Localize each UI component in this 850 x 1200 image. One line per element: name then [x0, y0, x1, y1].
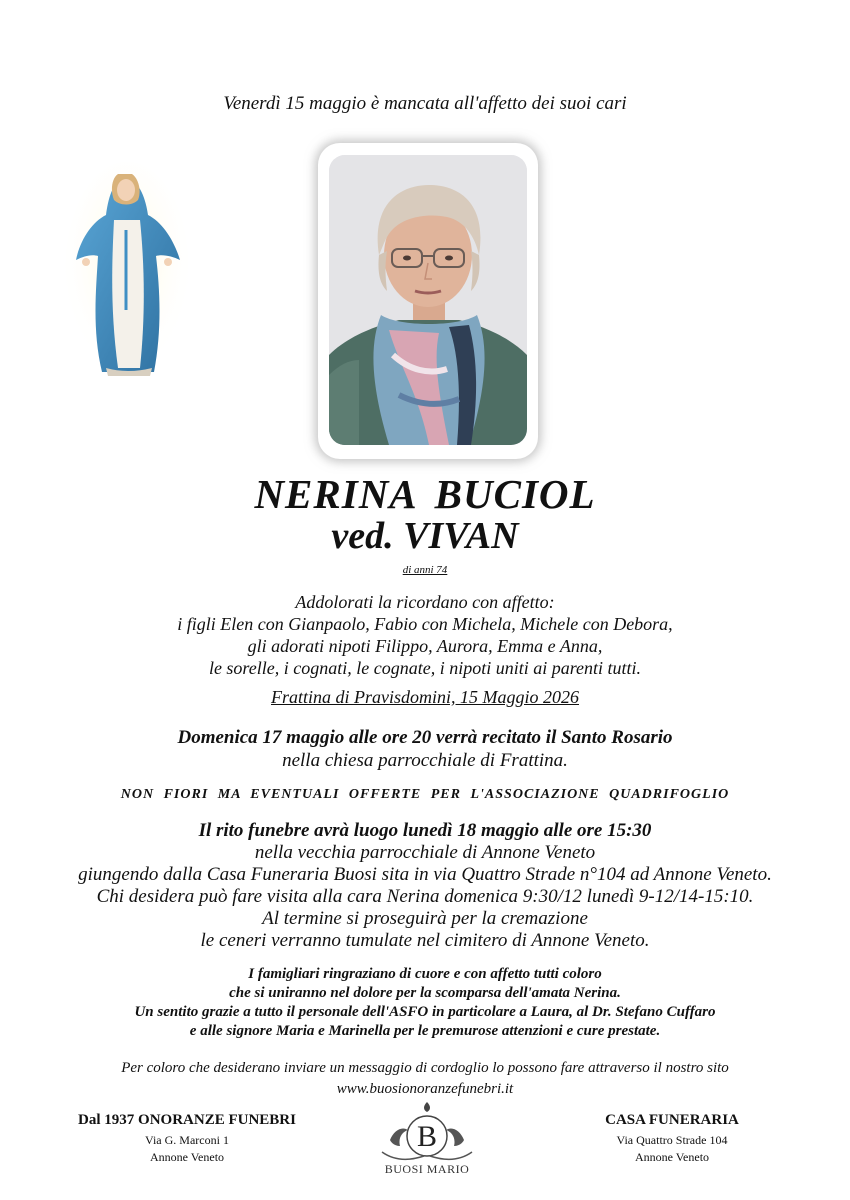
place-date	[0, 687, 850, 708]
footer-right-city: Annone Veneto	[634, 1150, 710, 1164]
age-text: di anni 74	[402, 564, 448, 576]
mourners-line: le sorelle, i cognati, le cognate, i nipoti uniti ai parenti tutti.	[208, 658, 642, 678]
footer-funeral-house	[572, 1112, 772, 1166]
thanks-line: I famigliari ringraziano di cuore e con affetto tutti coloro	[248, 966, 602, 982]
buosi-logo	[372, 1100, 482, 1182]
mourners-line: gli adorati nipoti Filippo, Aurora, Emma e Anna,	[247, 636, 603, 656]
rosary-line-1: Domenica 17 maggio alle ore 20 verrà recitato il Santo Rosario	[177, 727, 673, 748]
thanks-line: e alle signore Maria e Marinella per le premurose attenzioni e cure prestate.	[189, 1023, 661, 1039]
thanks-block	[0, 965, 850, 1041]
logo-letter: B	[416, 1120, 438, 1153]
footer-left-address: Via G. Marconi 1	[145, 1133, 229, 1147]
deceased-name: NERINA BUCIOL	[254, 471, 596, 517]
funeral-details	[0, 842, 850, 952]
married-name: ved. VIVAN	[331, 515, 519, 557]
portrait-frame	[318, 143, 538, 459]
footer-left-title: Dal 1937 ONORANZE FUNEBRI	[78, 1112, 296, 1128]
logo-emblem-icon	[372, 1100, 482, 1164]
website-link[interactable]: www.buosionoranzefunebri.it	[336, 1081, 514, 1097]
funeral-detail-line: le ceneri verranno tumulate nel cimitero di Annone Veneto.	[200, 930, 650, 951]
deceased-portrait	[329, 155, 527, 445]
funeral-detail-line: Al termine si proseguirà per la cremazione	[262, 908, 588, 929]
funeral-detail-line: giungendo dalla Casa Funeraria Buosi sita in via Quattro Strade n°104 ad Annone Veneto.	[78, 864, 772, 885]
funeral-detail-line: Chi desidera può fare visita alla cara Nerina domenica 9:30/12 lunedì 9-12/14-15:10.	[96, 886, 754, 907]
madonna-icon	[62, 160, 192, 380]
no-flowers-notice: NON FIORI MA EVENTUALI OFFERTE PER L'ASSOCIAZIONE QUADRIFOGLIO	[120, 787, 730, 802]
age-label	[0, 564, 850, 576]
thanks-line: Un sentito grazie a tutto il personale dell'ASFO in particolare a Laura, al Dr. Stefano Cuffaro	[134, 1004, 716, 1020]
mourners-line: Addolorati la ricordano con affetto:	[295, 592, 555, 612]
condolence-message	[0, 1058, 850, 1100]
thanks-line: che si uniranno nel dolore per la scomparsa dell'amata Nerina.	[229, 985, 621, 1001]
funeral-line-1: Il rito funebre avrà luogo lunedì 18 maggio alle ore 15:30	[198, 820, 652, 841]
mourners-block	[0, 591, 850, 679]
logo-text: BUOSI MARIO	[384, 1162, 470, 1176]
footer-left-city: Annone Veneto	[149, 1150, 225, 1164]
footer-right-title: CASA FUNERARIA	[605, 1112, 739, 1128]
footer-funeral-home	[62, 1112, 312, 1166]
mourners-line: i figli Elen con Gianpaolo, Fabio con Michela, Michele con Debora,	[177, 614, 673, 634]
rosary-line-2: nella chiesa parrocchiale di Frattina.	[282, 750, 568, 771]
footer-right-address: Via Quattro Strade 104	[616, 1133, 728, 1147]
intro-text: Venerdì 15 maggio è mancata all'affetto dei suoi cari	[223, 93, 627, 114]
place-date-text: Frattina di Pravisdomini, 15 Maggio 2026	[271, 687, 579, 707]
funeral-detail-line: nella vecchia parrocchiale di Annone Veneto	[254, 842, 596, 863]
condolence-text: Per coloro che desiderano inviare un messaggio di cordoglio lo possono fare attraverso il nostro sito	[121, 1060, 729, 1076]
